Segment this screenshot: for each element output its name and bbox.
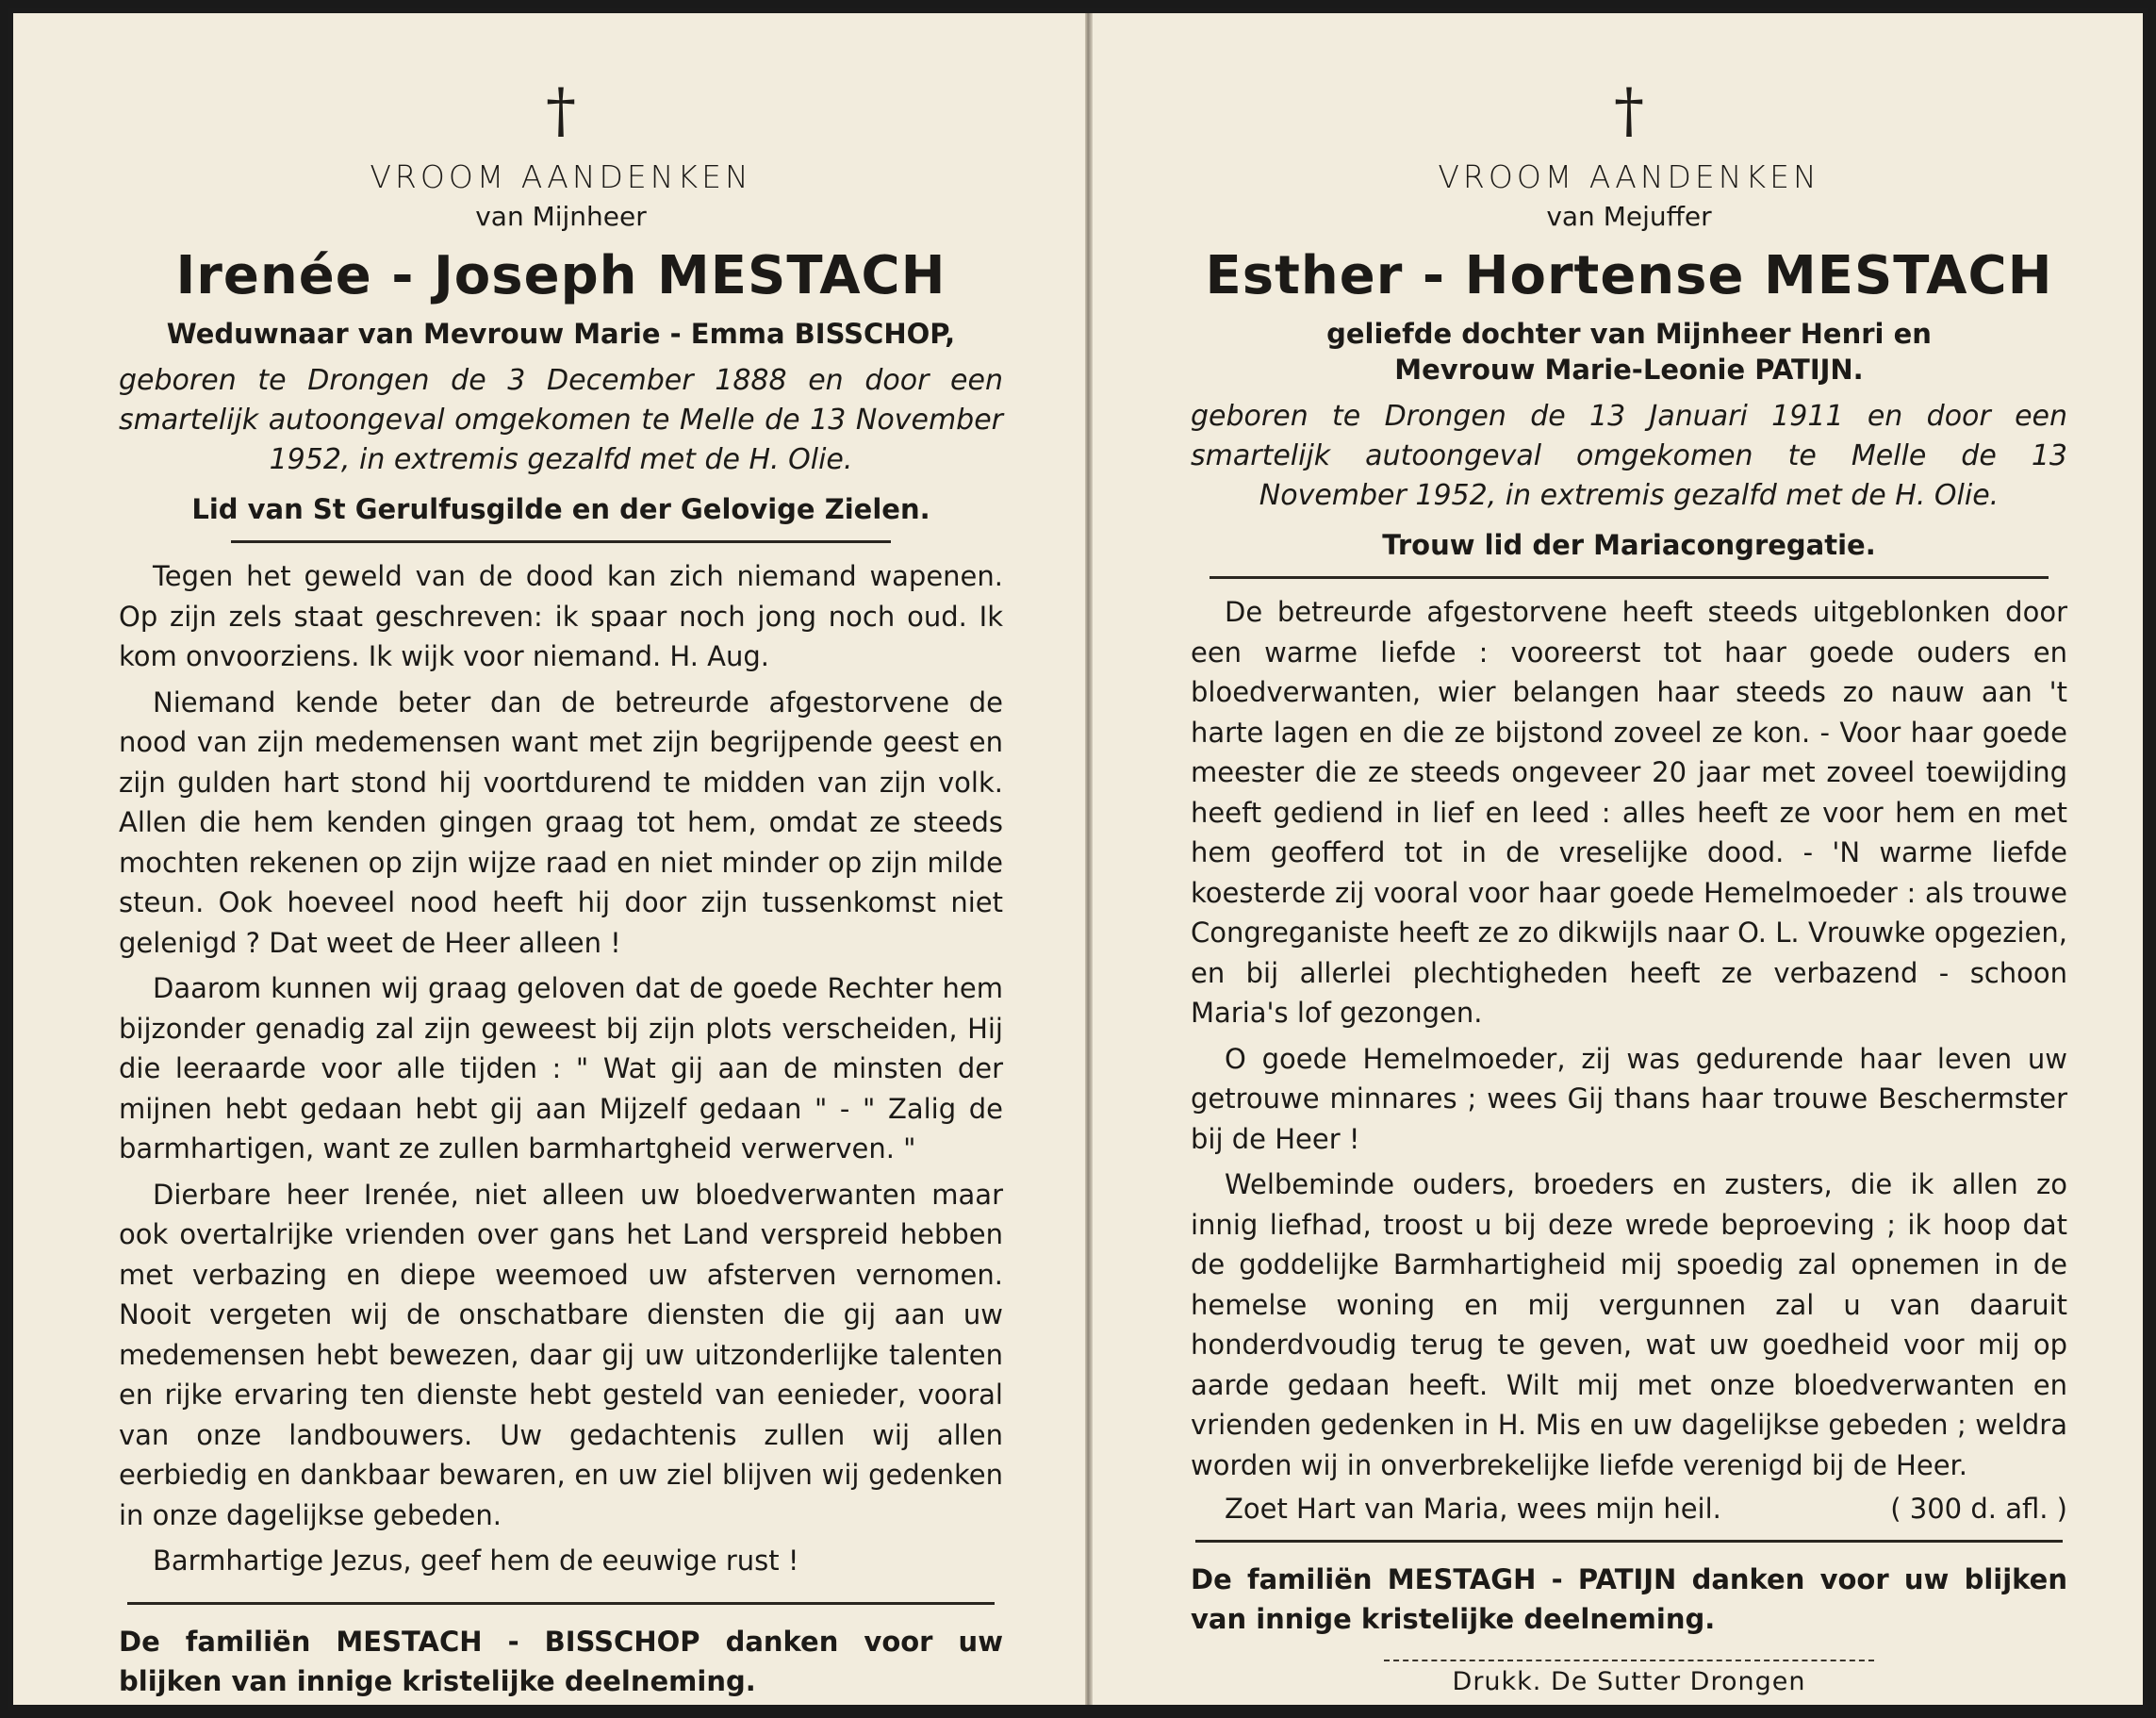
right-relation-2: Mevrouw Marie-Leonie PATIJN. (1394, 354, 1864, 386)
cross-icon: † (546, 76, 576, 146)
divider (127, 1602, 995, 1605)
left-card (119, 76, 1003, 1701)
right-page (1093, 13, 2143, 1705)
right-name: Esther - Hortense MESTACH (1205, 245, 2053, 306)
left-thanks: De familiën MESTACH - BISSCHOP danken voor uw blijken van innige kristelijke deelneming. (119, 1625, 1003, 1697)
right-birth: geboren te Drongen de 13 Januari 1911 en door een smartelijk autoongeval omgekomen te Melle de 13 November 1952, in extremis gezalfd met de H. Olie. (1191, 400, 2067, 512)
cross-icon: † (1614, 76, 1644, 146)
right-prayer-row (1191, 1493, 2067, 1525)
right-heading: VROOM AANDENKEN (1438, 158, 1820, 195)
left-paragraph: Tegen het geweld van de dood kan zich niemand wapenen. Op zijn zels staat geschreven: ik spaar noch jong noch oud. Ik kom onvoorziens. Ik wijk voor niemand. H. Aug. (119, 560, 1003, 672)
right-subheading: van Mejuffer (1546, 201, 1712, 232)
left-page (13, 13, 1085, 1705)
divider (1210, 576, 2049, 579)
right-card (1191, 76, 2067, 1696)
left-paragraph: Niemand kende beter dan de betreurde afgestorvene de nood van zijn medemensen want met zijn begrijpende geest en zijn gulden hart stond hij voortdurend te midden van zijn volk. Allen die hem kenden gingen graag tot hem, omdat ze steeds mochten rekenen op zijn wijze raad en niet minder op zijn milde steun. Ook hoeveel nood heeft hij door zijn tussenkomst niet gelenigd ? Dat weet de Heer alleen ! (119, 686, 1003, 959)
right-thanks: De familiën MESTAGH - PATIJN danken voor uw blijken van innige kristelijke deelneming. (1191, 1563, 2067, 1635)
divider (1195, 1540, 2063, 1543)
left-paragraph: Dierbare heer Irenée, niet alleen uw bloedverwanten maar ook overtalrijke vrienden over gans het Land verspreid hebben met verbazing en diepe weemoed uw afsterven vernomen. Nooit vergeten wij de onschatbare diensten die gij aan uw medemensen hebt bewezen, daar gij uw uitzonderlijke talenten en rijke ervaring ten dienste hebt gesteld van eenieder, vooral van onze landbouwers. Uw gedachtenis zullen wij allen eerbiedig en dankbaar bewaren, en uw ziel blijven wij gedenken in onze dagelijkse gebeden. (119, 1178, 1003, 1531)
divider (231, 540, 891, 543)
right-paragraph: O goede Hemelmoeder, zij was gedurende haar leven uw getrouwe minnares ; wees Gij thans haar trouwe Beschermster bij de Heer ! (1191, 1042, 2067, 1155)
right-paragraph: Welbeminde ouders, broeders en zusters, die ik allen zo innig liefhad, troost u bij deze wrede beproeving ; ik hoop dat de goddelijke Barmhartigheid mij spoedig zal opnemen in de hemelse woning en mij vergunnen zal u van daaruit honderdvoudig terug te geven, wat uw goedheid voor mij op aarde gedaan heeft. Wilt mij met onze bloedverwanten en vrienden gedenken in H. Mis en uw dagelijkse gebeden ; weldra worden wij in onverbrekelijke liefde verenigd bij de Heer. (1191, 1168, 2067, 1481)
fold-crease (1085, 13, 1093, 1705)
left-paragraph: Barmhartige Jezus, geef hem de eeuwige rust ! (153, 1545, 799, 1577)
right-membership: Trouw lid der Mariacongregatie. (1382, 529, 1876, 561)
left-heading: VROOM AANDENKEN (370, 158, 752, 195)
dashed-divider (1384, 1660, 1874, 1661)
left-birth: geboren te Drongen de 3 December 1888 en door een smartelijk autoongeval omgekomen te Melle de 13 November 1952, in extremis gezalfd met de H. Olie. (119, 364, 1003, 476)
card-frame (8, 8, 2148, 1710)
right-indulgence: ( 300 d. afl. ) (1890, 1493, 2067, 1525)
right-body (1191, 592, 2067, 1491)
left-membership: Lid van St Gerulfusgilde en der Gelovige Zielen. (191, 493, 930, 525)
right-prayer: Zoet Hart van Maria, wees mijn heil. (1225, 1493, 1721, 1525)
right-paragraph: De betreurde afgestorvene heeft steeds uitgeblonken door een warme liefde : vooreerst tot haar goede ouders en bloedverwanten, wier belangen haar steeds zo nauw aan 't harte lagen en die ze bijstond zoveel ze kon. - Voor haar goede meester die ze steeds ongeveer 20 jaar met zoveel toewijding heeft gediend in lief en leed : alles heeft ze voor hem en met hem geofferd tot in de vreselijke dood. - 'N warme liefde koesterde zij vooral voor haar goede Hemelmoeder : als trouwe Congreganiste heeft ze zo dikwijls naar O. L. Vrouwke opgezien, en bij allerlei plechtigheden heeft ze verbazend - schoon Maria's lof gezongen. (1191, 596, 2067, 1029)
right-relation-1: geliefde dochter van Mijnheer Henri en (1326, 318, 1932, 350)
left-paragraph: Daarom kunnen wij graag geloven dat de goede Rechter hem bijzonder genadig zal zijn geweest bij zijn plots verscheiden, Hij die leeraarde voor alle tijden : " Wat gij aan de minsten der mijnen hebt gedaan hebt gij aan Mijzelf gedaan " - " Zalig de barmhartigen, want ze zullen barmhartgheid verwerven. " (119, 972, 1003, 1165)
left-subheading: van Mijnheer (475, 201, 647, 232)
left-relation: Weduwnaar van Mevrouw Marie - Emma BISSCHOP, (166, 318, 956, 350)
printer-credit: Drukk. De Sutter Drongen (1452, 1667, 1806, 1696)
left-body (119, 556, 1003, 1587)
left-name: Irenée - Joseph MESTACH (175, 245, 946, 306)
